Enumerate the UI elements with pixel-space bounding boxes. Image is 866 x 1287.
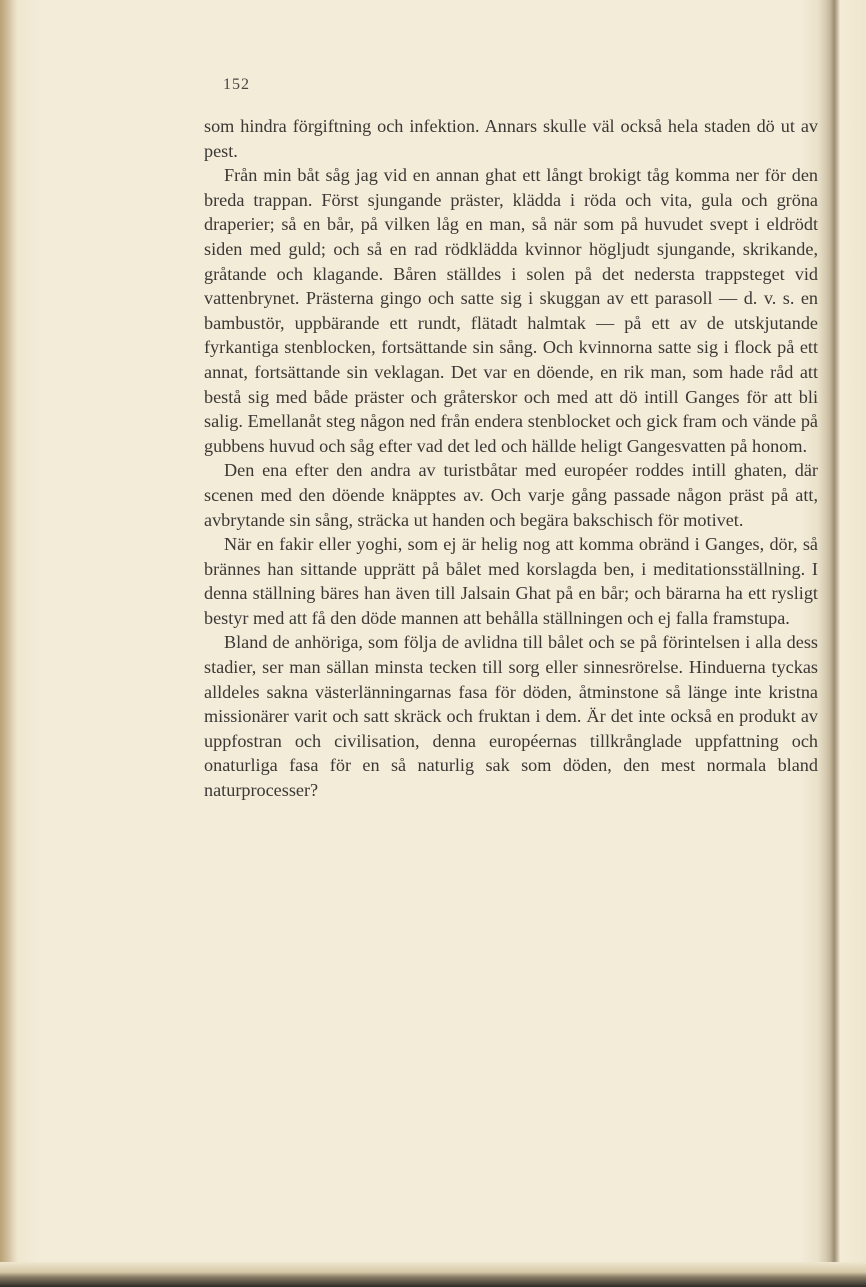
body-text	[204, 114, 818, 803]
paragraph: Från min båt såg jag vid en annan ghat ett långt brokigt tåg komma ner för den breda trappan. Först sjungande präster, klädda i röda och vita, gula och gröna draperier; så en bår, på vilken låg en man, så när som på huvudet svept i eldrödt siden med guld; och så en rad rödklädda kvinnor högljudt sjungande, skrikande, gråtande och klagande. Båren ställdes i solen på det nedersta trappsteget vid vattenbrynet. Prästerna gingo och satte sig i skuggan av ett parasoll — d. v. s. en bambustör, uppbärande ett rundt, flätadt halmtak — på ett av de utskjutande fyrkantiga stenblocken, fortsättande sin sång. Och kvinnorna satte sig i flock på ett annat, fortsättande sin veklagan. Det var en döende, en rik man, som hade råd att bestå sig med både präster och gråterskor och med att dö intill Ganges för att bli salig. Emellanåt steg någon ned från endera stenblocket och gick fram och vände på gubbens huvud och såg efter vad det led och hällde heligt Gangesvatten på honom.	[204, 165, 818, 456]
page-number: 152	[223, 76, 250, 93]
paragraph: Den ena efter den andra av turistbåtar med européer roddes intill ghaten, där scenen med den döende knäpptes av. Och varje gång passade någon präst på att, avbrytande sin sång, sträcka ut handen och begära bakschisch för motivet.	[204, 460, 818, 530]
spine-shadow	[818, 0, 840, 1287]
left-edge-shadow	[0, 0, 18, 1287]
book-page	[22, 0, 818, 1262]
paragraph: När en fakir eller yoghi, som ej är helig nog att komma obränd i Ganges, dör, så brännes han sittande upprätt på bålet med korslagda ben, i meditationsställning. I denna ställning bäres han även till Jalsain Ghat på en bår; och bärarna ha ett rysligt bestyr med att få den döde mannen att behålla ställningen och ej falla framstupa.	[204, 534, 818, 628]
page-bottom-edge	[0, 1262, 866, 1287]
facing-page-edge	[840, 0, 866, 1287]
paragraph: Bland de anhöriga, som följa de avlidna till bålet och se på förintelsen i alla dess stadier, ser man sällan minsta tecken till sorg eller sinnesrörelse. Hinduerna tyckas alldeles sakna västerlänningarnas fasa för döden, åtminstone så länge inte kristna missionärer varit och satt skräck och fruktan i dem. Är det inte också en produkt av uppfostran och civilisation, denna européernas tillkrånglade uppfattning och onaturliga fasa för en så naturlig sak som döden, den mest normala bland naturprocesser?	[204, 632, 818, 801]
paragraph-continued: som hindra förgiftning och infektion. Annars skulle väl också hela staden dö ut av pest.	[204, 116, 818, 161]
